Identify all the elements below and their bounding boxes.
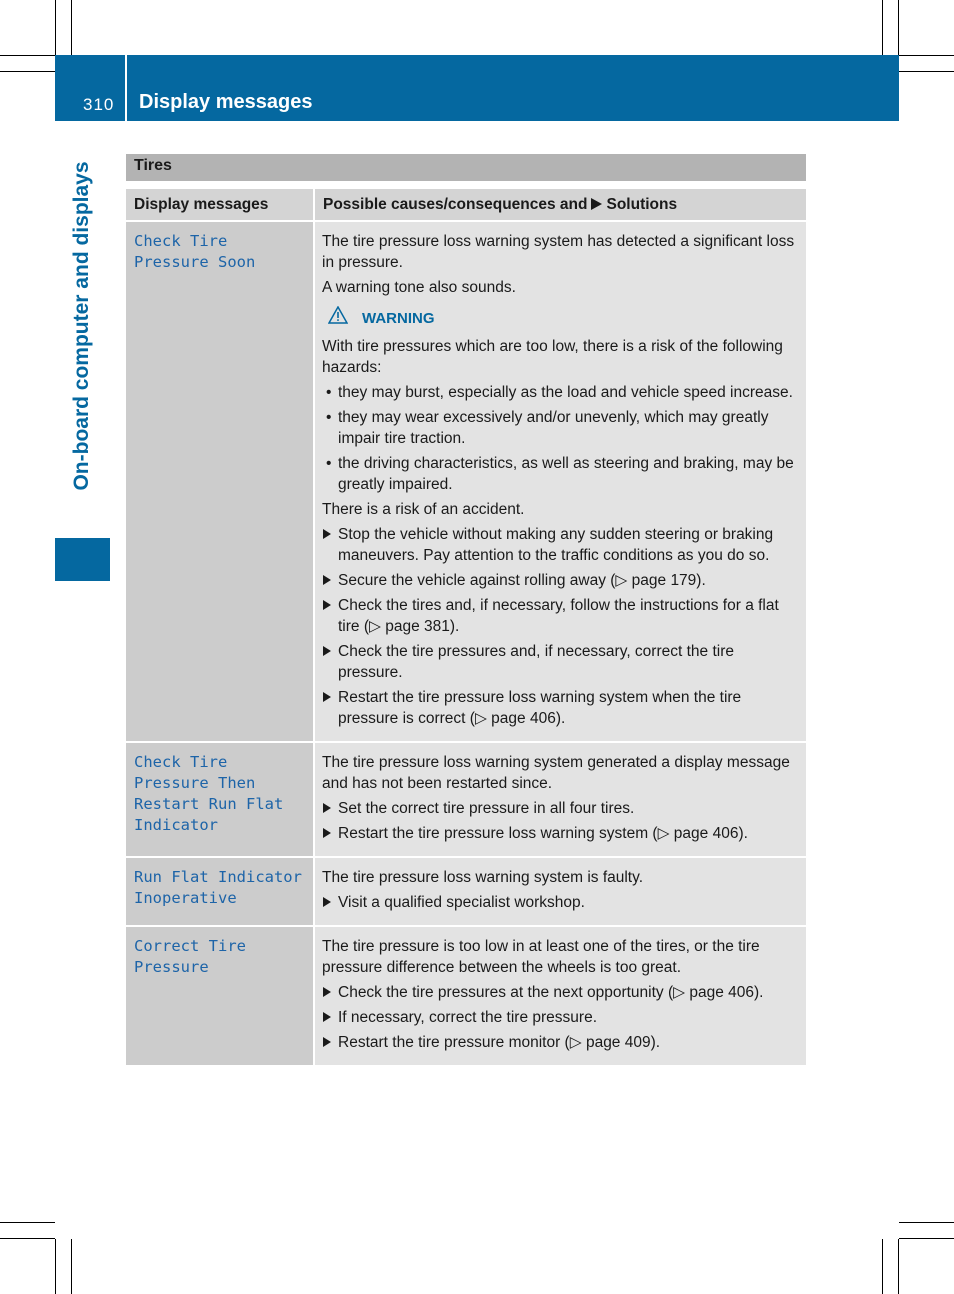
action-text: Set the correct tire pressure in all four tires. xyxy=(338,800,635,817)
action-text: Restart the tire pressure monitor (▷ page 409). xyxy=(338,1034,661,1051)
table-row xyxy=(126,926,806,1066)
action-triangle-icon xyxy=(323,646,331,656)
message-cell xyxy=(126,742,314,857)
action-triangle-icon xyxy=(591,198,602,210)
action-triangle-icon xyxy=(323,987,331,997)
action-text: Check the tire pressures and, if necessary, correct the tire pressure. xyxy=(338,643,734,681)
solution-cell xyxy=(314,926,806,1066)
message-line: Pressure xyxy=(134,958,209,976)
action-triangle-icon xyxy=(323,1037,331,1047)
crop-mark xyxy=(882,0,883,55)
crop-mark xyxy=(899,1238,954,1239)
crop-mark xyxy=(0,1238,55,1239)
hazard-bullet: • they may burst, especially as the load and vehicle speed increase. xyxy=(322,382,800,403)
action-triangle-icon xyxy=(323,600,331,610)
chapter-title: On-board computer and displays xyxy=(70,161,93,491)
action-text: If necessary, correct the tire pressure. xyxy=(338,1009,598,1026)
messages-table xyxy=(126,189,806,1067)
warning-triangle-icon xyxy=(328,306,348,330)
action-step xyxy=(322,641,800,683)
cause-text: The tire pressure loss warning system generated a display message and has not been restarted since. xyxy=(322,754,790,792)
action-triangle-icon xyxy=(323,1012,331,1022)
cause-text: The tire pressure loss warning system has detected a significant loss in pressure. xyxy=(322,233,795,271)
cause-text: The tire pressure is too low in at least one of the tires, or the tire pressure difference between the wheels is too great. xyxy=(322,938,760,976)
message-line: Pressure Then xyxy=(134,774,256,792)
message-cell xyxy=(126,221,314,742)
message-line: Pressure Soon xyxy=(134,253,256,271)
action-text: Restart the tire pressure loss warning system (▷ page 406). xyxy=(338,825,748,842)
action-step xyxy=(322,524,800,566)
message-cell xyxy=(126,926,314,1066)
action-step xyxy=(322,892,800,913)
message-line: Run Flat Indicator xyxy=(134,868,302,886)
section-title: Tires xyxy=(126,154,806,181)
display-message xyxy=(134,936,305,978)
crop-mark xyxy=(0,55,55,56)
table-row xyxy=(126,857,806,926)
cause-text: A warning tone also sounds. xyxy=(322,279,516,296)
action-step xyxy=(322,982,800,1003)
chapter-side-tab xyxy=(55,121,110,581)
crop-mark xyxy=(899,71,954,72)
display-message xyxy=(134,867,305,909)
table-header-row xyxy=(126,189,806,221)
display-message xyxy=(134,231,305,273)
warning-label: WARNING xyxy=(362,309,435,327)
action-text: Secure the vehicle against rolling away (▷ page 179). xyxy=(338,572,706,589)
action-text: Visit a qualified specialist workshop. xyxy=(338,894,585,911)
message-line: Check Tire xyxy=(134,232,228,250)
crop-mark xyxy=(898,0,899,55)
crop-mark xyxy=(0,1222,55,1223)
table-row xyxy=(126,221,806,742)
page-title: Display messages xyxy=(139,91,313,113)
table-row xyxy=(126,742,806,857)
message-line: Correct Tire xyxy=(134,937,246,955)
chapter-tab-block xyxy=(55,538,110,581)
action-triangle-icon xyxy=(323,692,331,702)
col-header-solutions-label: Solutions xyxy=(606,196,678,213)
action-triangle-icon xyxy=(323,803,331,813)
crop-mark xyxy=(898,1239,899,1294)
action-step xyxy=(322,1007,800,1028)
action-text: Restart the tire pressure loss warning system when the tire pressure is correct (▷ page 406). xyxy=(338,689,742,727)
col-header-causes-label: Possible causes/consequences and xyxy=(323,196,588,213)
message-line: Check Tire xyxy=(134,753,228,771)
solution-cell xyxy=(314,742,806,857)
col-header-messages: Display messages xyxy=(126,189,314,221)
action-text: Stop the vehicle without making any sudden steering or braking maneuvers. Pay attention to the traffic conditions as you do so. xyxy=(338,526,774,564)
action-step xyxy=(322,570,800,591)
header-divider xyxy=(125,55,127,121)
action-triangle-icon xyxy=(323,575,331,585)
message-line: Inoperative xyxy=(134,889,237,907)
crop-mark xyxy=(55,0,56,55)
action-step xyxy=(322,595,800,637)
warning-text: With tire pressures which are too low, there is a risk of the following hazards: xyxy=(322,338,783,376)
display-message xyxy=(134,752,305,836)
action-text: Check the tires and, if necessary, follow the instructions for a flat tire (▷ page 381). xyxy=(338,597,779,635)
action-step xyxy=(322,687,800,729)
solution-cell xyxy=(314,221,806,742)
crop-mark xyxy=(55,1239,56,1294)
crop-mark xyxy=(899,55,954,56)
action-text: Check the tire pressures at the next opportunity (▷ page 406). xyxy=(338,984,764,1001)
page-number: 310 xyxy=(83,95,115,114)
solution-cell xyxy=(314,857,806,926)
action-triangle-icon xyxy=(323,897,331,907)
action-triangle-icon xyxy=(323,529,331,539)
message-line: Indicator xyxy=(134,816,218,834)
action-step xyxy=(322,798,800,819)
action-triangle-icon xyxy=(323,828,331,838)
col-header-solutions xyxy=(314,189,806,221)
message-cell xyxy=(126,857,314,926)
crop-mark xyxy=(71,1239,72,1294)
action-step xyxy=(322,1032,800,1053)
cause-text: The tire pressure loss warning system is faulty. xyxy=(322,869,644,886)
crop-mark xyxy=(899,1222,954,1223)
hazard-bullet: • the driving characteristics, as well as steering and braking, may be greatly impaired. xyxy=(322,453,800,495)
crop-mark xyxy=(882,1239,883,1294)
accident-text: There is a risk of an accident. xyxy=(322,501,525,518)
hazard-bullet: • they may wear excessively and/or unevenly, which may greatly impair tire traction. xyxy=(322,407,800,449)
warning-heading xyxy=(328,306,800,330)
message-line: Restart Run Flat xyxy=(134,795,284,813)
action-step xyxy=(322,823,800,844)
crop-mark xyxy=(71,0,72,55)
crop-mark xyxy=(0,71,55,72)
